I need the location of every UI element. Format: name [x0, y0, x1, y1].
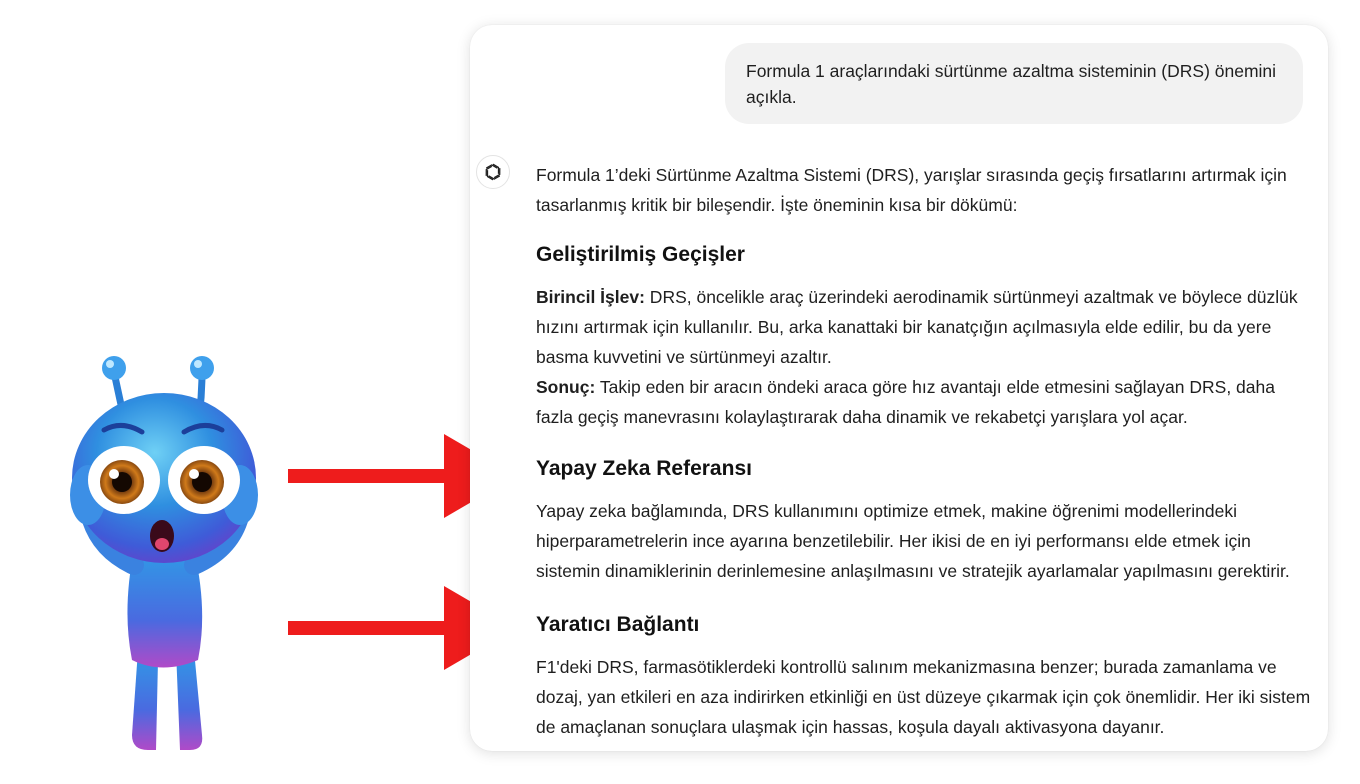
- section-heading-ai-reference: Yapay Zeka Referansı: [536, 457, 752, 480]
- item-label: Birincil İşlev:: [536, 287, 645, 307]
- item-label: Sonuç:: [536, 377, 596, 397]
- item-text: DRS, öncelikle araç üzerindeki aerodinamik sürtünmeyi azaltmak ve böylece düzlük hızını artırmak için kullanılır. Bu, arka kanattaki bir kanatçığın açılmasıyla elde edilir, bu da yere basma kuvvetini ve sürtünmeyi azaltır.: [536, 287, 1298, 367]
- section-text-ai-reference: Yapay zeka bağlamında, DRS kullanımını optimize etmek, makine öğrenimi modellerindeki hiperparametrelerin ince ayarına benzetilebilir. Her ikisi de en iyi performansı elde etmek için sistemin dinamiklerinin derinlemesine anlaşılmasını ve stratejik ayarlamalar yapılmasını gerektirir.: [536, 501, 1290, 581]
- user-message-text: Formula 1 araçlarındaki sürtünme azaltma sisteminin (DRS) önemini açıkla.: [746, 61, 1277, 107]
- assistant-message: [536, 160, 1316, 742]
- section-item-primary-function: [536, 282, 1316, 372]
- chat-window: [470, 25, 1328, 751]
- shocked-alien-icon: [52, 350, 272, 760]
- openai-logo-icon: [476, 155, 510, 189]
- item-text: Takip eden bir aracın öndeki araca göre hız avantajı elde etmesini sağlayan DRS, daha fazla geçiş manevrasını kolaylaştırarak daha dinamik ve rekabetçi yarışlara yol açar.: [536, 377, 1275, 427]
- section-item-result: [536, 372, 1316, 432]
- section-heading-creative-connection: Yaratıcı Bağlantı: [536, 613, 700, 636]
- section-text-creative-connection: F1'deki DRS, farmasötiklerdeki kontrollü salınım mekanizmasına benzer; burada zamanlama ve dozaj, yan etkileri en aza indirirken etkinliği en üst düzeye çıkarmak için çok önemlidir. Her iki sistem de amaçlanan sonuçlara ulaşmak için hassas, koşula dayalı aktivasyona dayanır.: [536, 657, 1311, 737]
- user-message-bubble: [725, 43, 1303, 124]
- assistant-intro: Formula 1’deki Sürtünme Azaltma Sistemi (DRS), yarışlar sırasında geçiş fırsatlarını artırmak için tasarlanmış kritik bir bileşendir. İşte öneminin kısa bir dökümü:: [536, 165, 1287, 215]
- section-heading-enhanced-overtaking: Geliştirilmiş Geçişler: [536, 243, 745, 266]
